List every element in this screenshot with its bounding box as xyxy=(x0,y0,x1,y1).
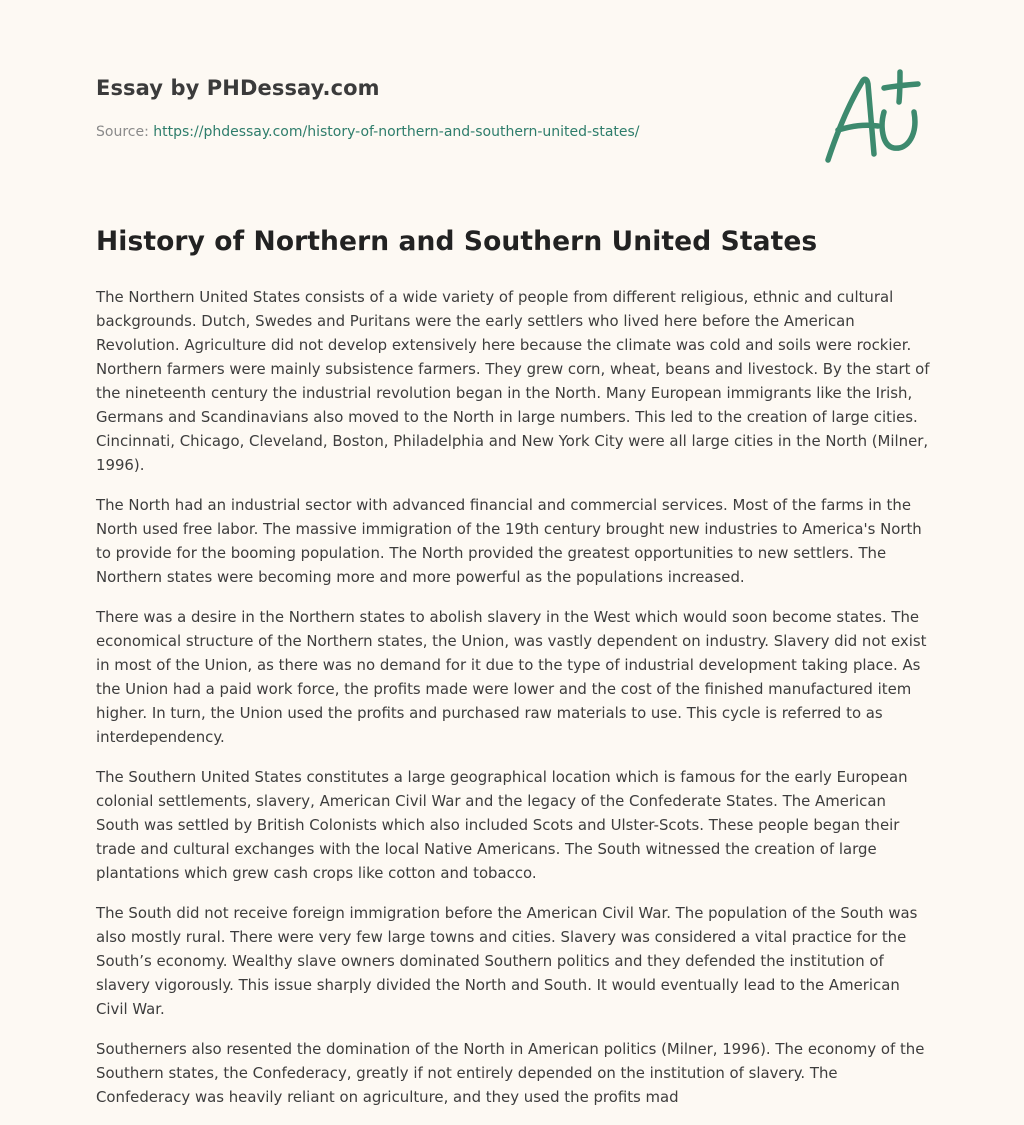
essay-title: History of Northern and Southern United States xyxy=(96,226,818,257)
paragraph: The Northern United States consists of a wide variety of people from different religious, ethnic and cultural backgrounds. Dutch, Swedes and Puritans were the early settlers who lived here before the American Revolution. Agriculture did not develop extensively here because the climate was cold and soils were rockier. Northern farmers were mainly subsistence farmers. They grew corn, wheat, beans and livestock. By the start of the nineteenth century the industrial revolution began in the North. Many European immigrants like the Irish, Germans and Scandinavians also moved to the North in large numbers. This led to the creation of large cities. Cincinnati, Chicago, Cleveland, Boston, Philadelphia and New York City were all large cities in the North (Milner, 1996). xyxy=(96,288,930,474)
paragraph: There was a desire in the Northern states to abolish slavery in the West which would soon become states. The economical structure of the Northern states, the Union, was vastly dependent on industry. Slavery did not exist in most of the Union, as there was no demand for it due to the type of industrial development taking place. As the Union had a paid work force, the profits made were lower and the cost of the finished manufactured item higher. In turn, the Union used the profits and purchased raw materials to use. This cycle is referred to as interdependency. xyxy=(96,608,927,746)
page-header xyxy=(96,0,932,200)
a-plus-logo-icon xyxy=(824,68,924,164)
source-label: Source: xyxy=(96,124,154,140)
site-brand: Essay by PHDessay.com xyxy=(96,76,380,100)
essay-page xyxy=(96,0,932,1106)
paragraph: The Southern United States constitutes a large geographical location which is famous for the early European colonial settlements, slavery, American Civil War and the legacy of the Confederate States. The American South was settled by British Colonists which also included Scots and Ulster-Scots. These people began their trade and cultural exchanges with the local Native Americans. The South witnessed the creation of large plantations which grew cash crops like cotton and tobacco. xyxy=(96,768,908,882)
source-link[interactable]: https://phdessay.com/history-of-northern-and-southern-united-states/ xyxy=(153,124,640,140)
paragraph: The South did not receive foreign immigration before the American Civil War. The population of the South was also mostly rural. There were very few large towns and cities. Slavery was considered a vital practice for the South’s economy. Wealthy slave owners dominated Southern politics and they defended the institution of slavery vigorously. This issue sharply divided the North and South. It would eventually lead to the American Civil War. xyxy=(96,904,918,1018)
essay-body xyxy=(96,285,932,1125)
paragraph: Southerners also resented the domination of the North in American politics (Milner, 1996). The economy of the Southern states, the Confederacy, greatly if not entirely depended on the institution of slavery. The Confederacy was heavily reliant on agriculture, and they used the profits mad xyxy=(96,1040,925,1106)
source-line xyxy=(96,124,640,140)
paragraph: The North had an industrial sector with advanced financial and commercial services. Most of the farms in the North used free labor. The massive immigration of the 19th century brought new industries to America's North to provide for the booming population. The North provided the greatest opportunities to new settlers. The Northern states were becoming more and more powerful as the populations increased. xyxy=(96,496,922,586)
